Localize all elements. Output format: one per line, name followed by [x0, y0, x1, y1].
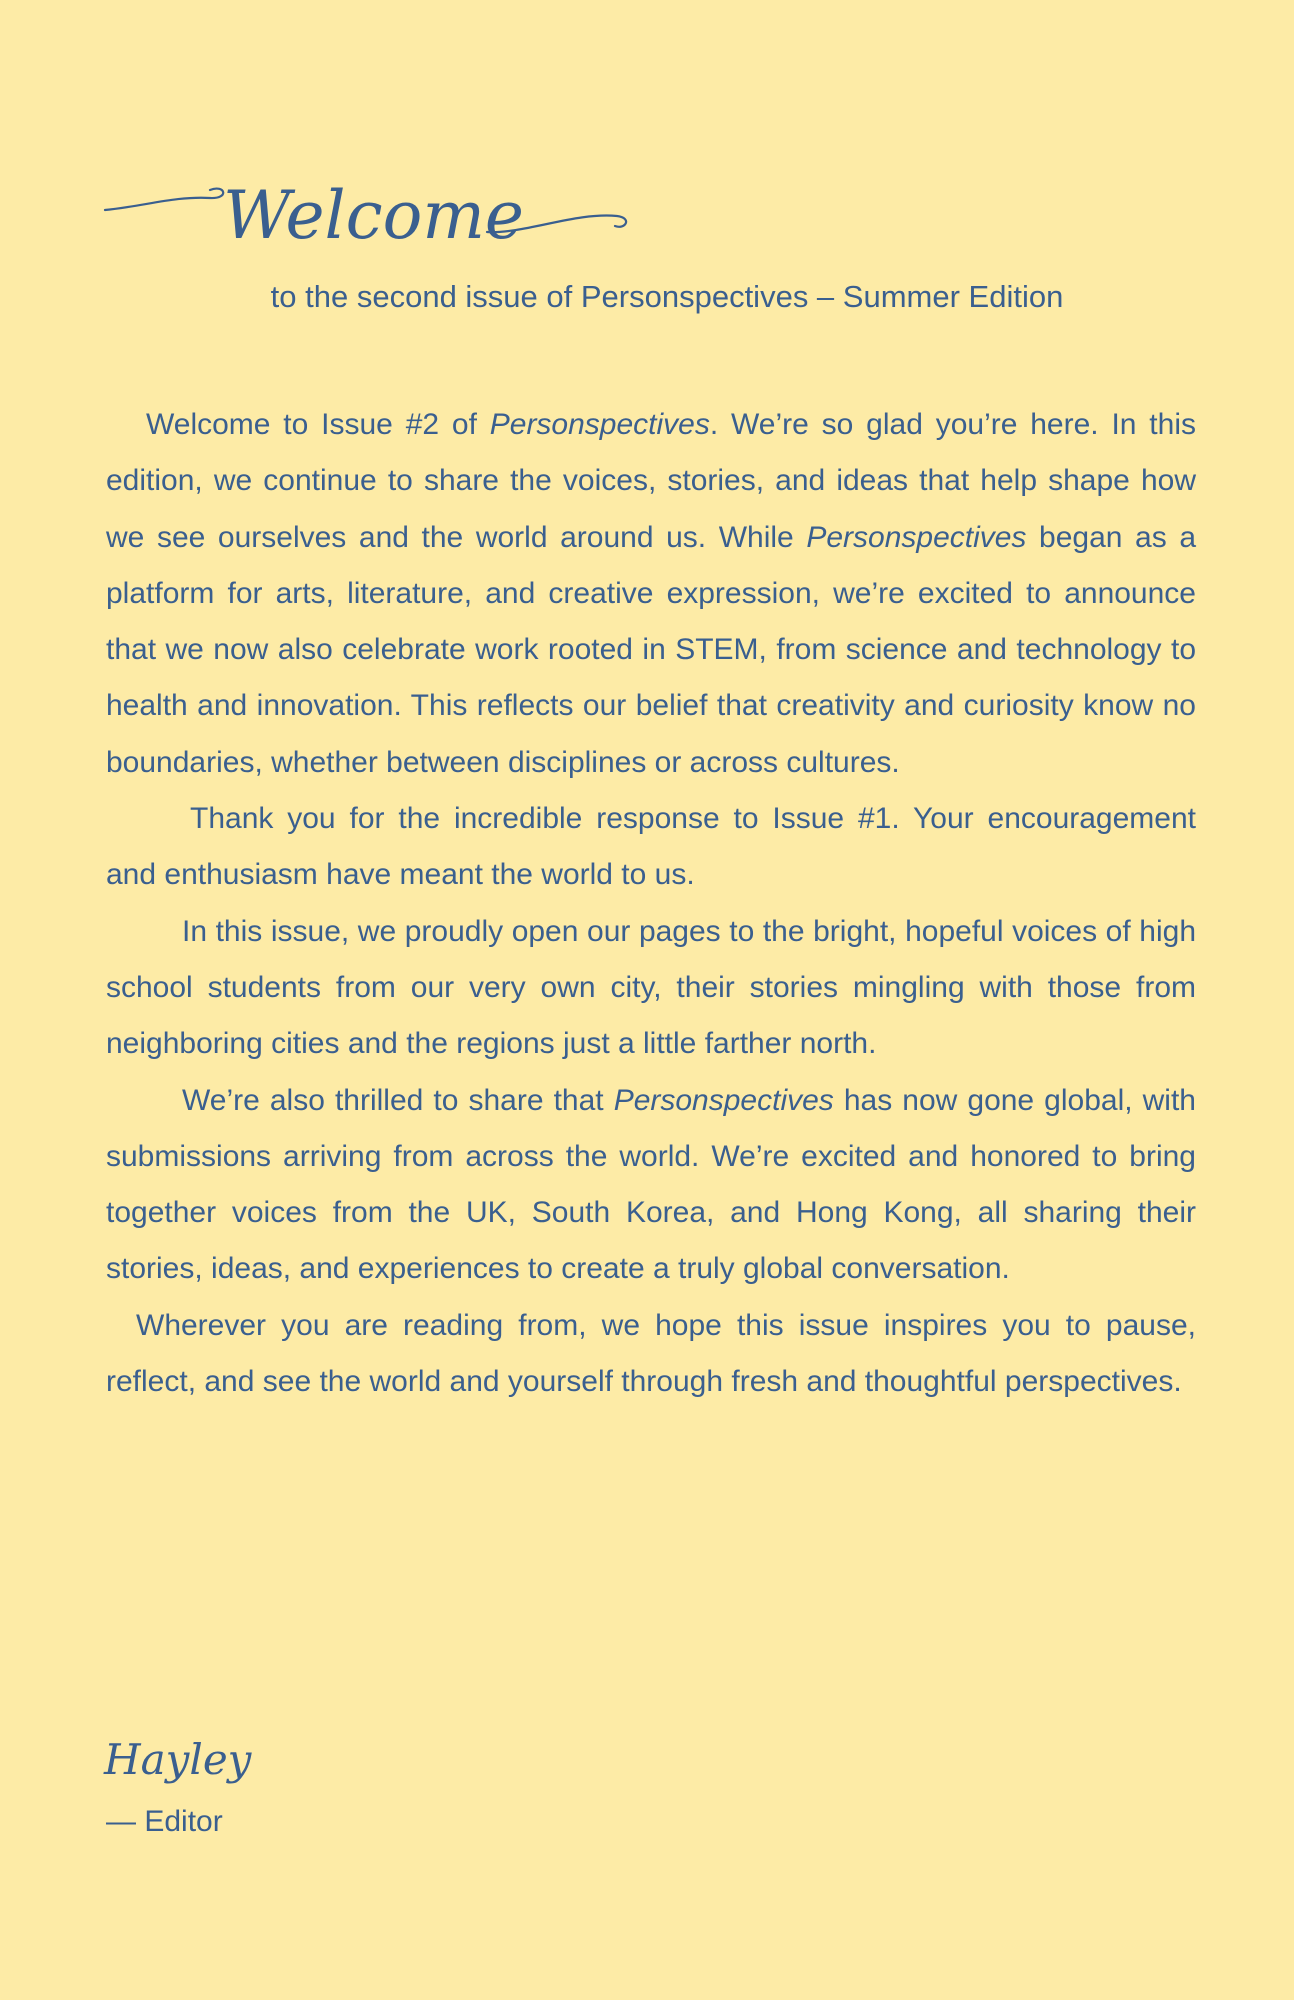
paragraph-thanks: Thank you for the incredible response to Issue #1. Your encouragement and enthusiasm have meant the world to us. [106, 802, 1196, 892]
welcome-script-heading [105, 160, 645, 270]
letter-body [106, 397, 1196, 1410]
paragraph-global: We’re also thrilled to share that Personspectives has now gone global, with submissions arriving from across the world. We’re excited and honored to bring together voices from the UK, South Korea, and Hong Kong, all sharing their stories, ideas, and experiences to create a truly global conversation. [106, 1083, 1196, 1286]
magazine-name: Personspectives [489, 408, 710, 441]
welcome-heading-graphic [105, 160, 645, 270]
signature-text: Hayley [104, 1735, 252, 1784]
welcome-heading-text: Welcome [223, 177, 524, 254]
editor-signature [104, 1730, 304, 1800]
issue-subtitle: to the second issue of Personspectives – Summer Edition [270, 279, 1064, 314]
magazine-name: Personspectives [613, 1083, 834, 1117]
editor-title: — Editor [106, 1805, 223, 1838]
magazine-name: Personspectives [806, 520, 1027, 554]
paragraph-students: In this issue, we proudly open our pages to the bright, hopeful voices of high school students from our very own city, their stories mingling with those from neighboring cities and the regions just a little farther north. [106, 914, 1196, 1061]
heading-flourish-left [105, 189, 223, 210]
paragraph-intro: Welcome to Issue #2 of Personspectives. We’re so glad you’re here. In this edition, we continue to share the voices, stories, and ideas that help shape how we see ourselves and the world around us. While Personspectives began as a platform for arts, literature, and creative expression, we’re excited to announce that we now also celebrate work rooted in STEM, from science and technology to health and innovation. This reflects our belief that creativity and curiosity know no boundaries, whether between disciplines or across cultures. [106, 408, 1197, 779]
signature-graphic [104, 1730, 304, 1800]
paragraph-closing: Wherever you are reading from, we hope this issue inspires you to pause, reflect, and see the world and yourself through fresh and thoughtful perspectives. [106, 1308, 1196, 1399]
